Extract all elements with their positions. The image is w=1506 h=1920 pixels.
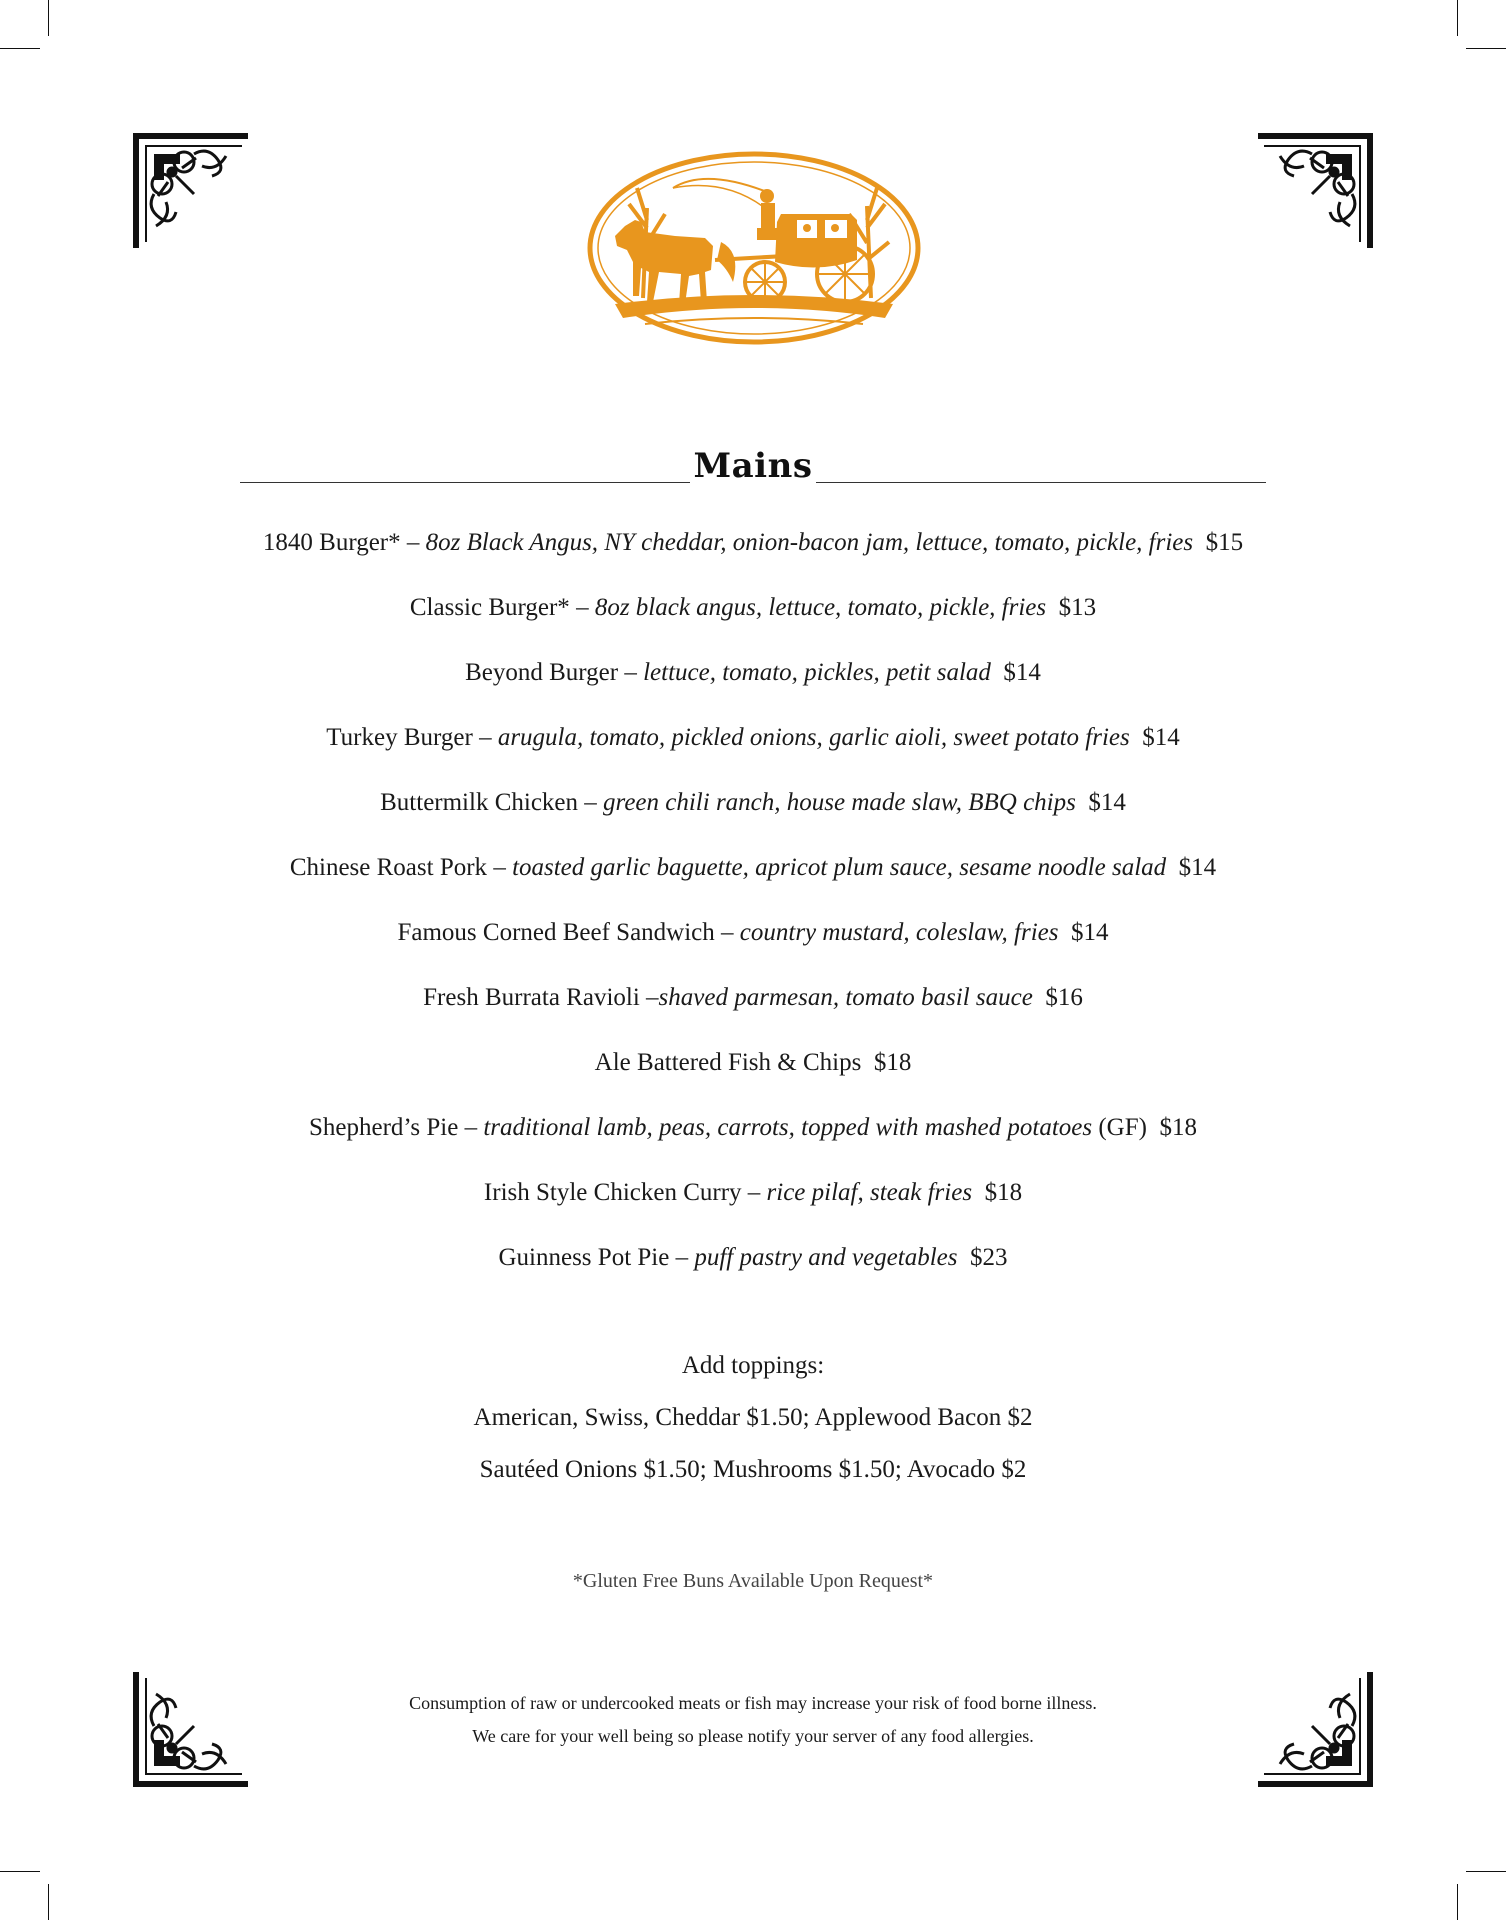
crop-mark [0,48,40,49]
item-price: $18 [873,1049,912,1076]
ornament-bottom-right [1254,1668,1374,1788]
item-name: Beyond Burger [465,659,619,686]
menu-item [120,977,1386,1042]
menu-item [120,717,1386,782]
item-price: $14 [1071,919,1109,946]
item-price: $14 [1142,724,1180,751]
menu-item [120,587,1386,652]
item-description: arugula, tomato, pickled onions, garlic aioli, sweet potato fries [497,724,1130,751]
item-price: $14 [1003,659,1041,686]
item-price: $14 [1088,789,1126,816]
item-suffix: (GF) [1092,1114,1147,1141]
item-name: Guinness Pot Pie [498,1244,670,1271]
item-description: traditional lamb, peas, carrots, topped with mashed potatoes [483,1114,1093,1141]
crop-mark [1466,1871,1506,1872]
ornament-top-right [1254,132,1374,252]
menu-item [120,782,1386,847]
ornament-bottom-left [132,1668,252,1788]
item-description: toasted garlic baguette, apricot plum sauce, sesame noodle salad [512,854,1167,881]
toppings-line: American, Swiss, Cheddar $1.50; Applewood Bacon $2 [473,1404,1033,1431]
logo [585,148,923,348]
menu-item [120,1237,1386,1302]
toppings-section [120,1346,1386,1502]
menu-item [120,652,1386,717]
item-description: 8oz Black Angus, NY cheddar, onion-bacon jam, lettuce, tomato, pickle, fries [425,529,1194,556]
menu-item [120,847,1386,912]
item-separator: – [458,1114,484,1141]
crop-mark [0,1871,40,1872]
item-price: $18 [984,1179,1023,1206]
item-name: Ale Battered Fish & Chips [594,1049,862,1076]
item-description: shaved parmesan, tomato basil sauce [658,984,1033,1011]
item-name: Classic Burger* [409,594,570,621]
item-description: 8oz black angus, lettuce, tomato, pickle, fries [594,594,1047,621]
ornamental-corner-icon [1254,1668,1374,1788]
ornamental-corner-icon [1254,132,1374,252]
item-name: 1840 Burger* [262,529,401,556]
item-price: $15 [1205,529,1244,556]
section-heading [240,446,1266,496]
item-separator: – [741,1179,767,1206]
item-description: lettuce, tomato, pickles, petit salad [643,659,991,686]
disclaimer-line: We care for your well being so please notify your server of any food allergies. [472,1726,1034,1746]
toppings-heading: Add toppings: [681,1352,825,1379]
crop-mark [48,1884,49,1920]
disclaimer-line: Consumption of raw or undercooked meats or fish may increase your risk of food borne illness. [409,1693,1097,1713]
crop-mark [1466,48,1506,49]
item-separator: – [472,724,498,751]
item-separator: – [639,984,659,1011]
crop-mark [48,0,49,36]
menu-item [120,912,1386,977]
heading-rule-right [816,482,1266,483]
item-price: $18 [1159,1114,1197,1141]
crop-mark [1457,1884,1458,1920]
section-title: Mains [693,446,813,486]
item-name: Irish Style Chicken Curry [483,1179,742,1206]
item-price: $14 [1178,854,1217,881]
item-name: Shepherd’s Pie [309,1114,459,1141]
item-separator: – [569,594,595,621]
crop-mark [1457,0,1458,36]
ornamental-corner-icon [132,132,252,252]
item-price: $16 [1045,984,1083,1011]
item-name: Buttermilk Chicken [380,789,579,816]
item-description: green chili ranch, house made slaw, BBQ chips [603,789,1076,816]
menu-item [120,522,1386,587]
ornament-top-left [132,132,252,252]
item-name: Chinese Roast Pork [289,854,488,881]
toppings-line: Sautéed Onions $1.50; Mushrooms $1.50; Avocado $2 [479,1456,1027,1483]
ornamental-corner-icon [132,1668,252,1788]
menu-list [120,522,1386,1302]
horse-drawn-carriage-icon [585,148,923,348]
item-separator: – [578,789,604,816]
item-separator: – [669,1244,695,1271]
item-description: puff pastry and vegetables [694,1244,958,1271]
disclaimer [240,1688,1266,1754]
item-name: Famous Corned Beef Sandwich [397,919,715,946]
menu-item [120,1107,1386,1172]
item-separator: – [400,529,426,556]
item-price: $23 [970,1244,1008,1271]
gluten-free-note: *Gluten Free Buns Available Upon Request* [572,1570,934,1592]
item-name: Fresh Burrata Ravioli [423,984,640,1011]
item-description: rice pilaf, steak fries [766,1179,973,1206]
item-separator: – [714,919,740,946]
menu-item [120,1172,1386,1237]
menu-item [120,1042,1386,1107]
item-separator: – [618,659,644,686]
item-price: $13 [1058,594,1097,621]
item-description: country mustard, coleslaw, fries [739,919,1059,946]
item-name: Turkey Burger [326,724,473,751]
item-separator: – [487,854,513,881]
